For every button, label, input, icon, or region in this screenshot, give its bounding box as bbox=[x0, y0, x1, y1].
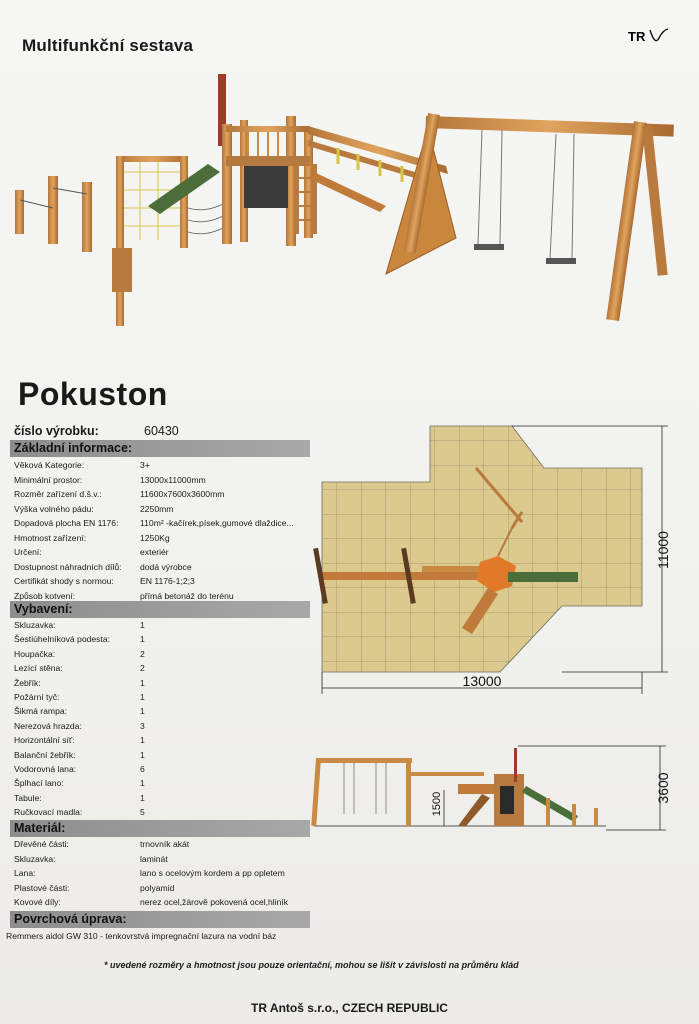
product-name: Pokuston bbox=[18, 376, 168, 412]
info-row-value: 1250Kg bbox=[140, 532, 170, 543]
info-row-label: Balanční žebřík: bbox=[14, 749, 76, 760]
info-row-label: Rozměr zařízení d.š.v.: bbox=[14, 489, 102, 499]
product-code-label: číslo výrobku: bbox=[14, 424, 99, 438]
info-row-label: Lana: bbox=[14, 868, 36, 879]
brand-logo bbox=[628, 26, 672, 48]
info-row-value: 13000x11000mm bbox=[140, 474, 206, 485]
info-row-label: Dopadová plocha EN 1176: bbox=[14, 518, 119, 528]
info-row-label: Hmotnost zařízení: bbox=[14, 532, 87, 543]
header-title: Multifunkční sestava bbox=[22, 36, 194, 55]
info-row-value: nerez ocel,žárově pokovená ocel,hliník bbox=[140, 897, 289, 908]
info-row-value: 1 bbox=[140, 692, 145, 702]
info-row-label: Šikmá rampa: bbox=[14, 706, 68, 717]
info-row-label: Skluzavka: bbox=[14, 620, 56, 630]
info-row-label: Horizontální síť: bbox=[14, 735, 75, 746]
info-row-value: 2 bbox=[140, 648, 145, 659]
info-row-value: 1 bbox=[140, 778, 145, 789]
info-row-label: Skluzavka: bbox=[14, 853, 56, 864]
info-row-value: EN 1176-1;2;3 bbox=[140, 576, 195, 586]
section-material-title: Materiál: bbox=[10, 820, 310, 837]
info-row-value: 11600x7600x3600mm bbox=[140, 489, 225, 499]
plan-height-label: 11000 bbox=[655, 531, 671, 569]
dimension-note: * uvedené rozměry a hmotnost jsou pouze orientační, mohou se lišit v závislosti na průměru klád bbox=[104, 960, 519, 970]
info-row-label: Způsob kotvení: bbox=[14, 590, 76, 601]
info-row-label: Nerezová hrazda: bbox=[14, 720, 82, 731]
info-row-label: Vodorovná lana: bbox=[14, 764, 77, 774]
info-row-label: Určení: bbox=[14, 547, 42, 557]
info-row-value: 1 bbox=[140, 634, 145, 645]
logo-text: TR bbox=[628, 29, 646, 44]
info-row-label: Výška volného pádu: bbox=[14, 503, 94, 514]
info-row-value: 6 bbox=[140, 764, 145, 774]
info-row-label: Certifikát shody s normou: bbox=[14, 576, 114, 586]
plan-view-drawing bbox=[312, 416, 682, 698]
info-row-value: 110m² -kačírek,písek,gumové dlaždice... bbox=[140, 518, 294, 528]
info-row-value: laminát bbox=[140, 853, 168, 864]
footer-company: TR Antoš s.r.o., CZECH REPUBLIC bbox=[251, 1001, 448, 1015]
info-row-label: Šestiúhelníková podesta: bbox=[14, 634, 111, 645]
info-row-label: Požární tyč: bbox=[14, 692, 60, 702]
info-row-value: 1 bbox=[140, 677, 145, 688]
info-row-value: 1 bbox=[140, 706, 145, 717]
info-row-value: 3 bbox=[140, 720, 145, 731]
section-finish-title: Povrchová úprava: bbox=[10, 911, 310, 928]
info-row-label: Minimální prostor: bbox=[14, 474, 83, 485]
info-row-value: lano s ocelovým kordem a pp opletem bbox=[140, 868, 285, 879]
info-row-label: Šplhací lano: bbox=[14, 778, 64, 789]
info-row-value: přímá betonáž do terénu bbox=[140, 590, 234, 601]
info-row-label: Houpačka: bbox=[14, 648, 56, 659]
info-row-value: 1 bbox=[140, 735, 145, 746]
section-equipment-title: Vybavení: bbox=[10, 601, 310, 618]
info-row-value: trnovník akát bbox=[140, 839, 190, 849]
info-row-label: Věková Kategorie: bbox=[14, 460, 85, 470]
plan-width-label: 13000 bbox=[462, 673, 502, 689]
info-row-label: Ručkovací madla: bbox=[14, 807, 83, 818]
info-row-value: dodá výrobce bbox=[140, 561, 192, 572]
info-row-label: Dřevěné části: bbox=[14, 839, 69, 849]
info-row-value: 2250mm bbox=[140, 503, 174, 514]
info-row-label: Tabule: bbox=[14, 792, 42, 803]
info-row-value: 3+ bbox=[140, 460, 150, 470]
side-platform-height-label: 1500 bbox=[431, 791, 443, 817]
info-row-label: Dostupnost náhradních dílů: bbox=[14, 561, 122, 572]
info-row-label: Kovové díly: bbox=[14, 897, 61, 908]
info-row-value: 1 bbox=[140, 749, 145, 760]
info-row-value: 5 bbox=[140, 807, 145, 818]
info-row-value: 1 bbox=[140, 792, 145, 803]
product-code: 60430 bbox=[144, 424, 179, 438]
side-height-label: 3600 bbox=[655, 772, 671, 804]
info-row-value: 2 bbox=[140, 663, 145, 674]
info-row-value: 1 bbox=[140, 620, 145, 630]
info-row-value: exteriér bbox=[140, 547, 169, 557]
info-row-value: polyamid bbox=[140, 882, 175, 893]
section-basic-title: Základní informace: bbox=[10, 440, 310, 457]
info-row-label: Plastové části: bbox=[14, 882, 70, 893]
playground-illustration bbox=[8, 68, 678, 330]
side-view-drawing bbox=[306, 738, 686, 838]
info-row-label: Žebřík: bbox=[14, 677, 41, 688]
info-row-label: Lezící stěna: bbox=[14, 663, 63, 674]
finish-text: Remmers aidol GW 310 - tenkovrstvá impregnační lazura na vodní báz bbox=[6, 931, 277, 941]
